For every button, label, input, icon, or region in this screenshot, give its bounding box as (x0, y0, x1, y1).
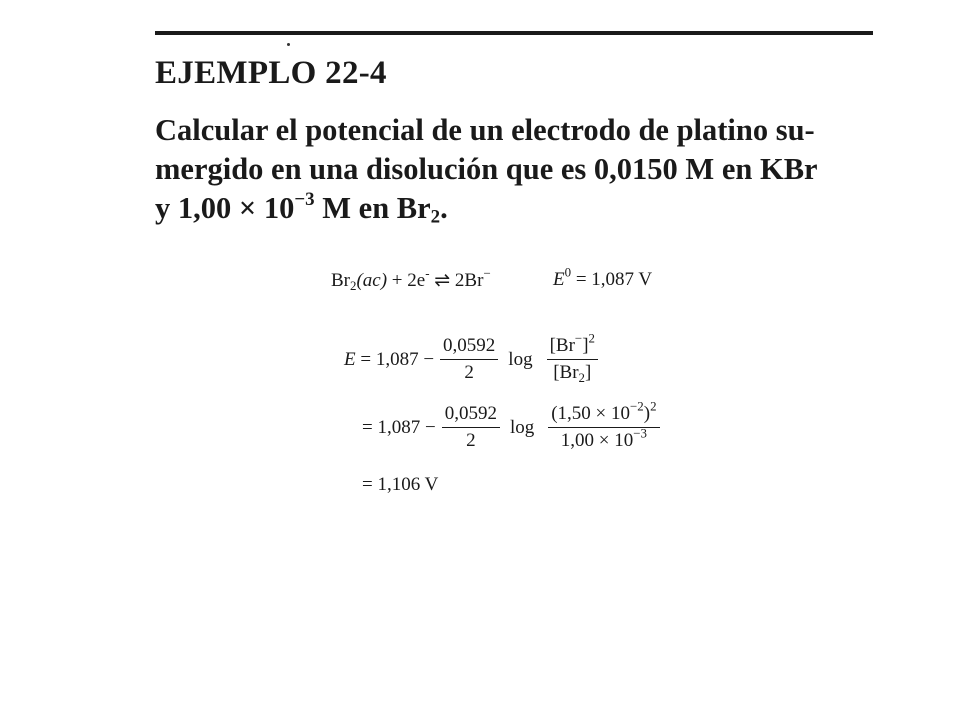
nernst-coefficient-fraction: $\frac{0,0592}{2}$ (442, 403, 500, 452)
top-rule (155, 31, 873, 35)
concentration-quotient: $\frac{[Br^-]^2}{[Br_2]}$ (547, 335, 598, 384)
nernst-equation-row-1: E = 1,087 − $\frac{0,0592}{2}$ log $\frac{[Br^-]^2}{[Br_2]}$ (344, 335, 604, 384)
example-heading: EJEMPLO 22-4 (155, 55, 387, 91)
reaction-equation: $Br_2(ac) + 2e^-$ ⇌ 2Br− (331, 265, 491, 293)
nernst-result: = 1,106 V (362, 474, 439, 495)
numeric-quotient: $\frac{(1,50 \times 10^{-2})^2}{1,00 \times 10^{-3}}$ (548, 403, 659, 452)
standard-potential: $E^0 = 1,087$ V (553, 264, 653, 290)
problem-line-1: Calcular el potencial de un electrodo de platino su- (155, 113, 815, 147)
half-reaction (331, 264, 653, 293)
nernst-equation-row-2: = 1,087 − $\frac{0,0592}{2}$ log $\frac{(1,50 \times 10^{-2})^2}{1,00 \times 10^{-3}}$ (362, 403, 666, 452)
problem-line-2: mergido en una disolución que es 0,0150 M en KBr (155, 152, 818, 186)
rule-speck (287, 43, 290, 46)
problem-line-3: y $1,00 \times 10^{-3}$ M en $Br_2$. (155, 188, 448, 228)
nernst-coefficient-fraction: $\frac{0,0592}{2}$ (440, 335, 498, 384)
problem-statement (155, 111, 895, 228)
